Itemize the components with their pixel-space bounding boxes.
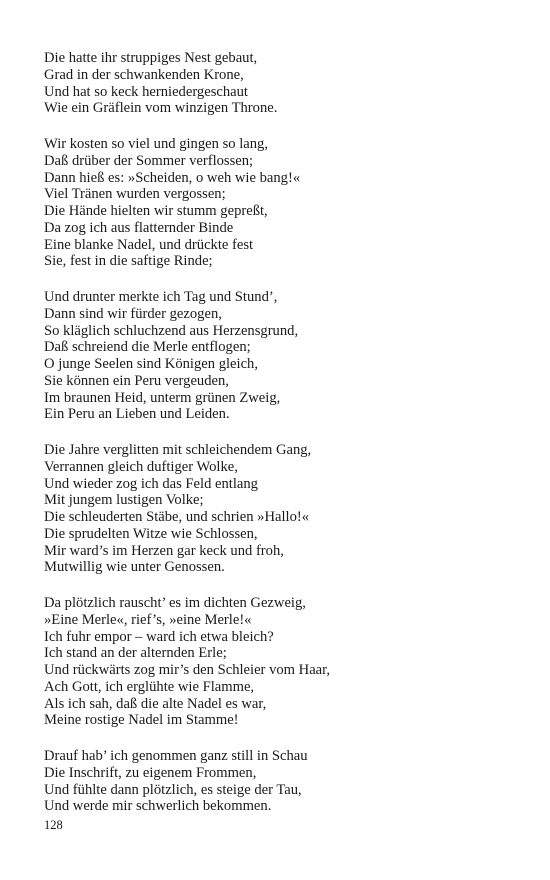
poem-line: »Eine Merle«, rief’s, »eine Merle!« xyxy=(44,611,252,628)
poem-line: Die schleuderten Stäbe, und schrien »Hallo!« xyxy=(44,509,310,525)
page-number: 128 xyxy=(44,818,63,832)
poem-line: Daß schreiend die Merle entflogen; xyxy=(44,339,251,356)
poem-line: Da zog ich aus flatternder Binde xyxy=(44,219,234,236)
poem-line: So kläglich schluchzend aus Herzensgrund, xyxy=(44,322,299,339)
stanza-3 xyxy=(44,289,514,423)
poem-line: Verrannen gleich duftiger Wolke, xyxy=(44,458,238,475)
poem-line: Grad in der schwankenden Krone, xyxy=(44,66,244,83)
poem-line: Als ich sah, daß die alte Nadel es war, xyxy=(44,695,267,712)
poem-line: O junge Seelen sind Königen gleich, xyxy=(44,356,258,372)
poem-line: Und wieder zog ich das Feld entlang xyxy=(44,475,258,492)
poem-line: Dann sind wir fürder gezogen, xyxy=(44,305,222,322)
poem-line: Wir kosten so viel und gingen so lang, xyxy=(44,136,268,152)
poem-line: Sie, fest in die saftige Rinde; xyxy=(44,253,213,270)
stanza-5 xyxy=(44,595,514,729)
poem-line: Die Inschrift, zu eigenem Frommen, xyxy=(44,764,257,781)
poem-line: Und fühlte dann plötzlich, es steige der Tau, xyxy=(44,781,302,798)
poem-line: Und rückwärts zog mir’s den Schleier vom Haar, xyxy=(44,662,331,678)
poem-line: Eine blanke Nadel, und drückte fest xyxy=(44,236,254,253)
poem-line: Und hat so keck herniedergeschaut xyxy=(44,83,248,100)
poem-line: Die Jahre verglitten mit schleichendem Gang, xyxy=(44,442,312,458)
poem-line: Daß drüber der Sommer verflossen; xyxy=(44,152,254,169)
poem-line: Drauf hab’ ich genommen ganz still in Schau xyxy=(44,748,308,764)
poem-line: Ich stand an der alternden Erle; xyxy=(44,645,227,662)
poem-line: Da plötzlich rauscht’ es im dichten Gezweig, xyxy=(44,595,306,611)
poem-line: Viel Tränen wurden vergossen; xyxy=(44,186,226,203)
poem-body xyxy=(44,50,514,834)
poem-line: Mir ward’s im Herzen gar keck und froh, xyxy=(44,542,284,559)
poem-line: Sie können ein Peru vergeuden, xyxy=(44,372,229,389)
poem-line: Meine rostige Nadel im Stamme! xyxy=(44,712,239,729)
stanza-2 xyxy=(44,136,514,270)
poem-line: Wie ein Gräflein vom winzigen Throne. xyxy=(44,100,278,117)
stanza-6 xyxy=(44,748,514,815)
poem-line: Und werde mir schwerlich bekommen. xyxy=(44,798,272,815)
poem-line: Ach Gott, ich erglühte wie Flamme, xyxy=(44,678,255,695)
poem-line: Im braunen Heid, unterm grünen Zweig, xyxy=(44,389,281,406)
poem-line: Mit jungem lustigen Volke; xyxy=(44,492,204,509)
poem-line: Die Hände hielten wir stumm gepreßt, xyxy=(44,203,268,219)
poem-line: Die hatte ihr struppiges Nest gebaut, xyxy=(44,50,258,66)
poem-line: Dann hieß es: »Scheiden, o weh wie bang!« xyxy=(44,169,301,186)
poem-line: Ein Peru an Lieben und Leiden. xyxy=(44,406,230,423)
poem-line: Und drunter merkte ich Tag und Stund’, xyxy=(44,289,278,305)
poem-line: Die sprudelten Witze wie Schlossen, xyxy=(44,525,258,542)
stanza-1 xyxy=(44,50,514,117)
poem-line: Ich fuhr empor – ward ich etwa bleich? xyxy=(44,628,274,645)
stanza-4 xyxy=(44,442,514,576)
poem-line: Mutwillig wie unter Genossen. xyxy=(44,559,225,576)
